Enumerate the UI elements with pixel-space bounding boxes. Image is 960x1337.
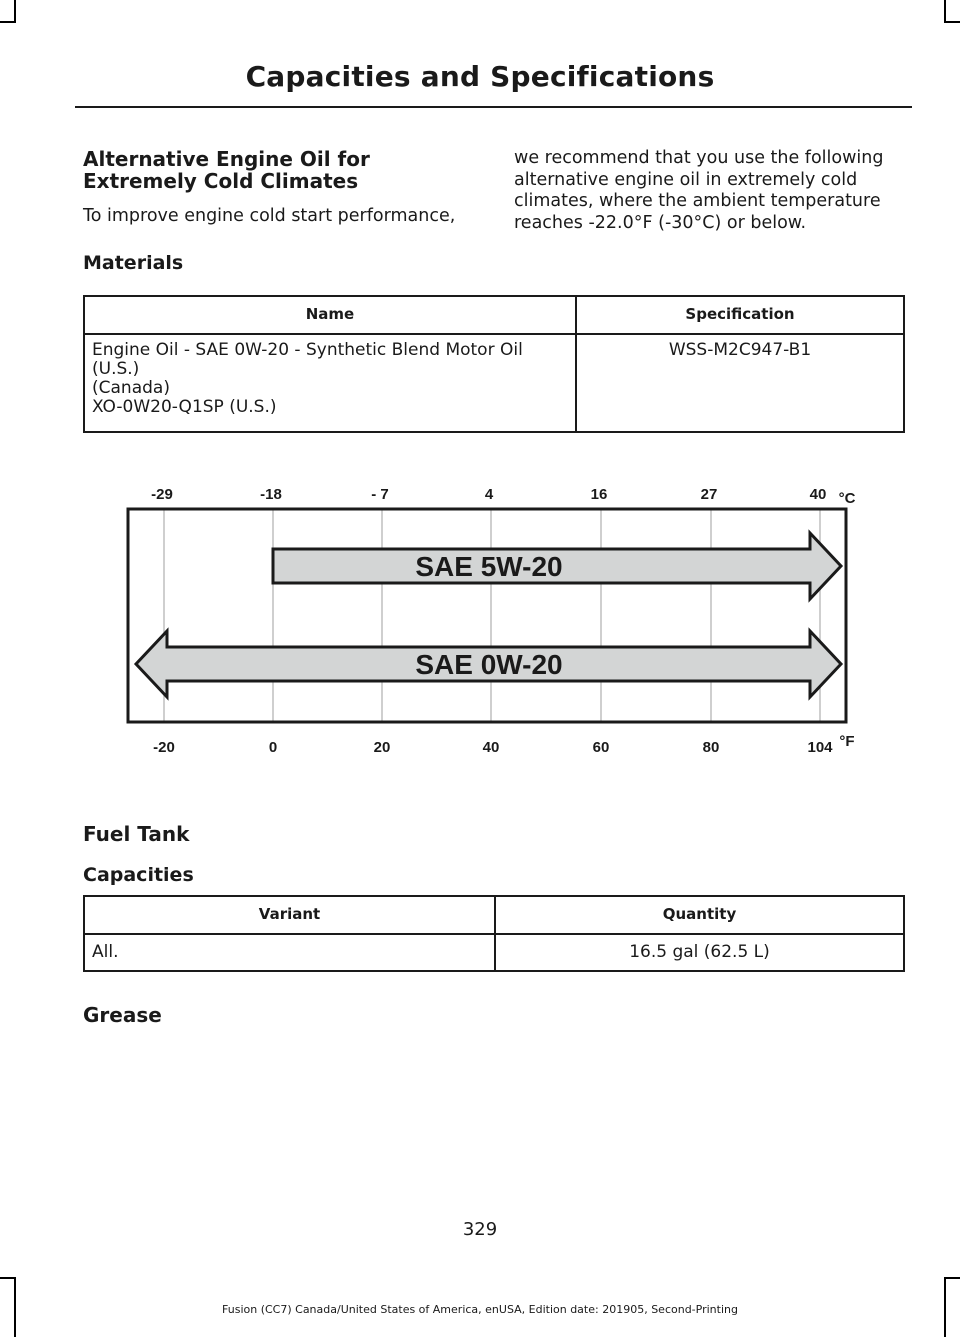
chart-frame xyxy=(128,509,846,722)
fahrenheit-tick-label: 104 xyxy=(807,739,833,756)
material-name-line: (Canada) xyxy=(92,378,170,398)
material-name-line: Engine Oil - SAE 0W-20 - Synthetic Blend Motor Oil xyxy=(92,340,523,360)
fahrenheit-tick-label: 80 xyxy=(702,739,720,756)
fuel-tank-heading: Fuel Tank xyxy=(83,822,190,846)
celsius-unit-label: °C xyxy=(838,490,856,507)
column-header: Name xyxy=(84,296,576,334)
capacities-heading: Capacities xyxy=(83,864,194,886)
fahrenheit-tick-label: 40 xyxy=(482,739,500,756)
table-header-row xyxy=(84,896,904,934)
column-header: Variant xyxy=(84,896,495,934)
material-name-line: XO-0W20-Q1SP (U.S.) xyxy=(92,397,277,417)
fuel-capacities-table xyxy=(83,895,905,972)
range-bar-label: SAE 0W-20 xyxy=(415,649,563,680)
heading-line: Alternative Engine Oil for xyxy=(83,147,370,171)
fahrenheit-tick-label: 0 xyxy=(268,739,278,756)
fahrenheit-unit-label: °F xyxy=(839,733,855,750)
crop-mark xyxy=(0,1277,16,1279)
grease-heading: Grease xyxy=(83,1003,162,1027)
table-row xyxy=(84,934,904,971)
column-header: Quantity xyxy=(495,896,904,934)
crop-mark xyxy=(944,1277,960,1279)
celsius-tick-label: - 7 xyxy=(371,486,389,503)
quantity-cell: 16.5 gal (62.5 L) xyxy=(495,934,904,971)
material-spec-cell: WSS-M2C947-B1 xyxy=(576,334,904,432)
celsius-tick-label: 16 xyxy=(590,486,608,503)
intro-text-continued: we recommend that you use the following alternative engine oil in extremely cold climates, where the ambient temperature reaches -22.0°F (-30°C) or below. xyxy=(514,148,884,233)
celsius-tick-label: 4 xyxy=(484,486,494,503)
variant-cell: All. xyxy=(84,934,495,971)
range-bar-label: SAE 5W-20 xyxy=(415,551,563,582)
materials-heading: Materials xyxy=(83,252,184,274)
celsius-tick-label: -18 xyxy=(260,486,282,503)
celsius-tick-label: -29 xyxy=(151,486,173,503)
footer-text: Fusion (CC7) Canada/United States of America, enUSA, Edition date: 201905, Second-Printing xyxy=(222,1303,738,1316)
celsius-tick-label: 27 xyxy=(700,486,718,503)
celsius-tick-label: 40 xyxy=(809,486,827,503)
fahrenheit-tick-label: 20 xyxy=(373,739,391,756)
page-title: Capacities and Specifications xyxy=(245,60,715,93)
column-header: Specification xyxy=(576,296,904,334)
fahrenheit-tick-label: -20 xyxy=(153,739,175,756)
material-name-line: (U.S.) xyxy=(92,359,140,379)
page-number: 329 xyxy=(462,1219,498,1240)
intro-text: To improve engine cold start performance, xyxy=(83,206,456,226)
heading-line: Extremely Cold Climates xyxy=(83,169,359,193)
fahrenheit-tick-label: 60 xyxy=(592,739,610,756)
